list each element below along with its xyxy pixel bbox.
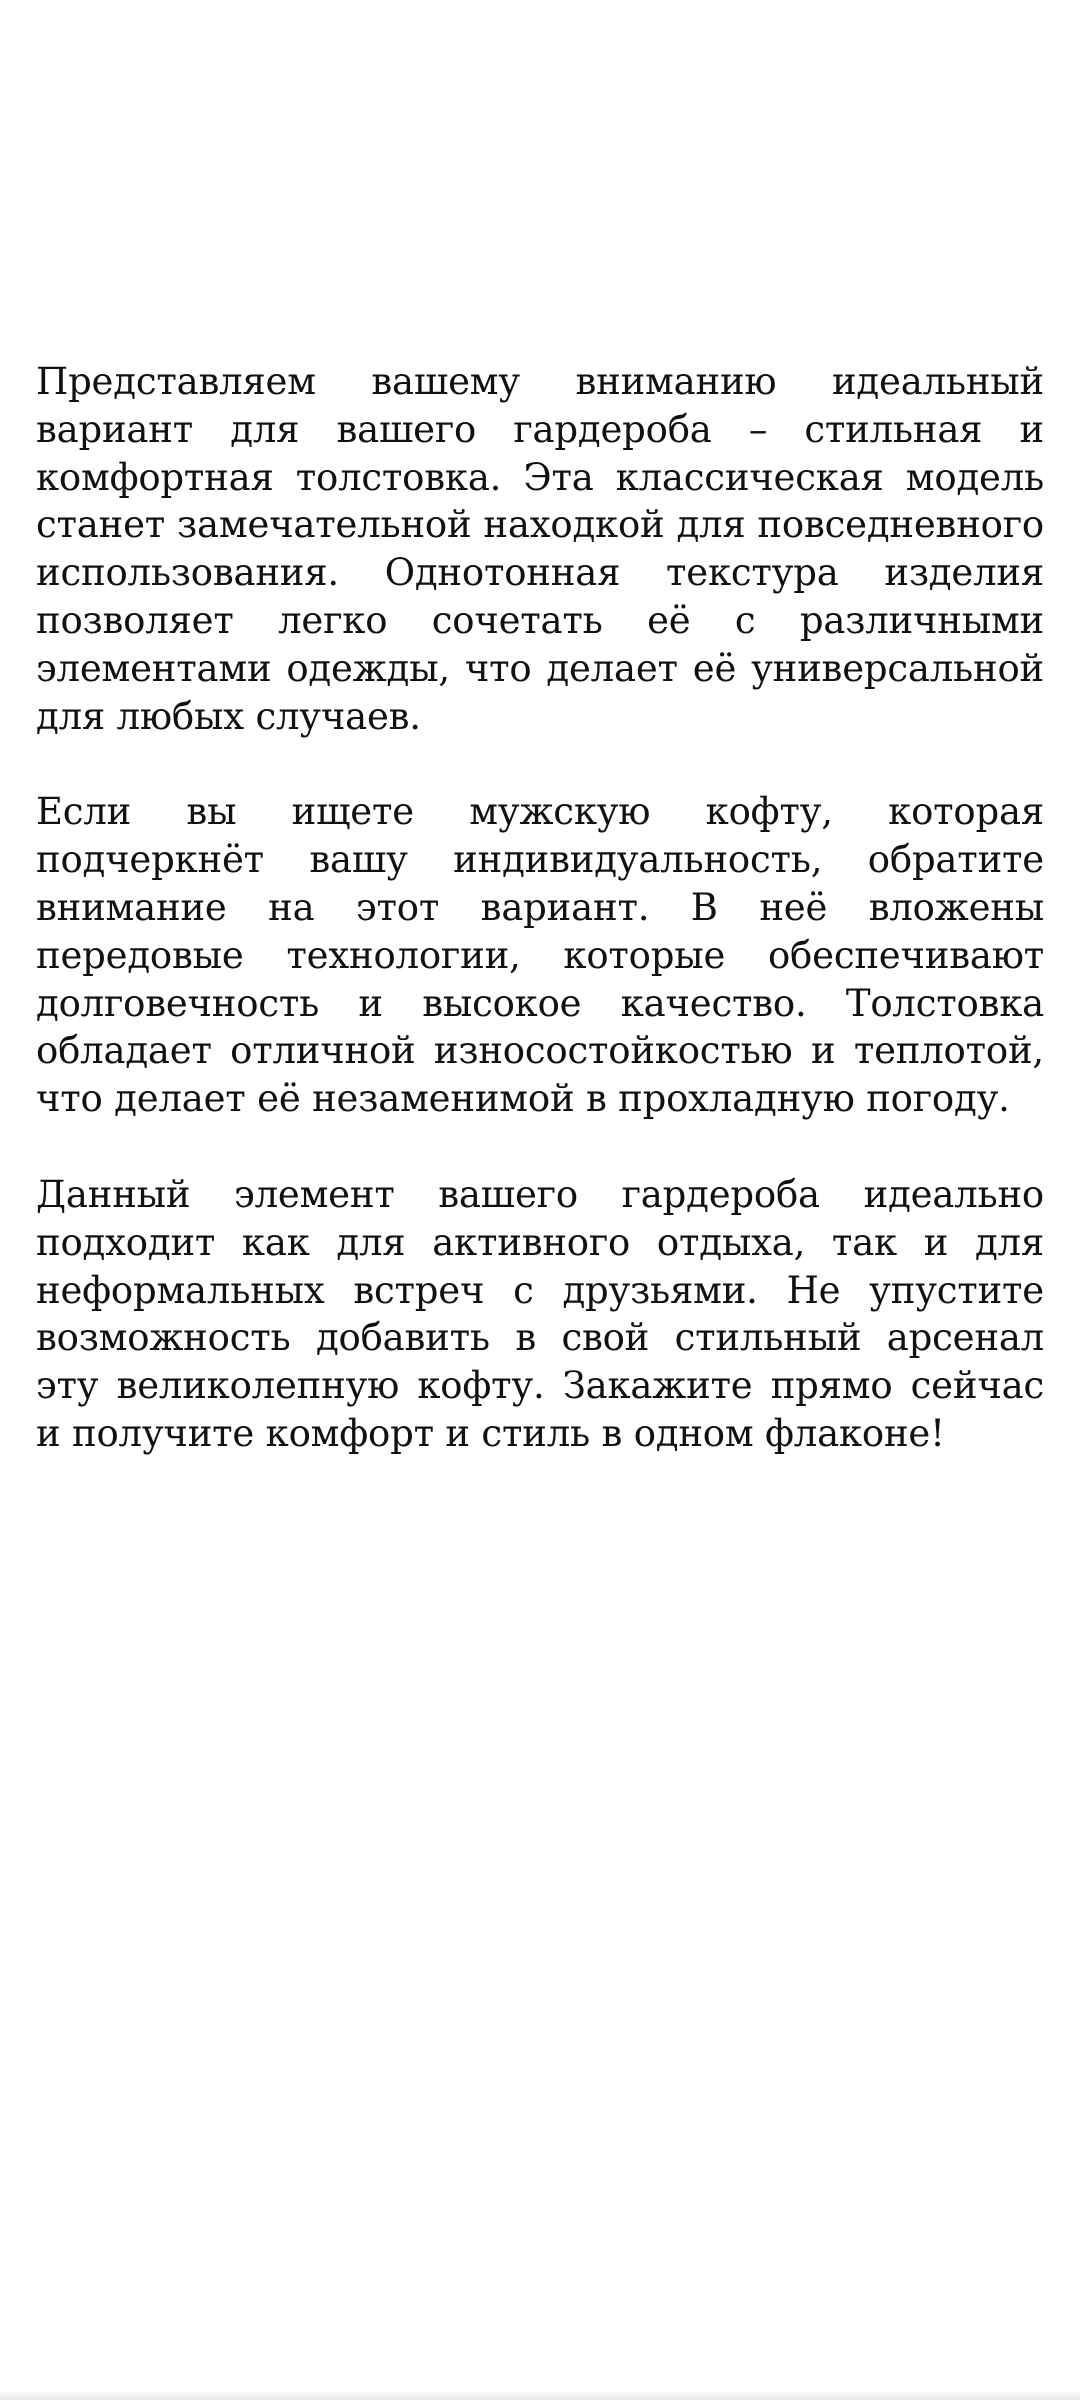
- description-paragraph-2: Если вы ищете мужскую кофту, которая подчеркнёт вашу индивидуальность, обратите внимание на этот вариант. В неё вложены передовые технологии, которые обеспечивают долговечность и высокое качество. Толстовка обладает отличной износостойкостью и теплотой, что делает её незаменимой в прохладную погоду.: [36, 790, 1044, 1121]
- bottom-edge-shadow: [0, 2390, 1080, 2400]
- description-paragraph-3: Данный элемент вашего гардероба идеально подходит как для активного отдыха, так и для неформальных встреч с друзьями. Не упустите возможность добавить в свой стильный арсенал эту великолепную кофту. Закажите прямо сейчас и получите комфорт и стиль в одном флаконе!: [36, 1172, 1044, 1455]
- product-description: [36, 358, 1044, 1506]
- description-paragraph-1: Представляем вашему вниманию идеальный вариант для вашего гардероба – стильная и комфортная толстовка. Эта классическая модель станет замечательной находкой для повседневного использования. Однотонная текстура изделия позволяет легко сочетать её с различными элементами одежды, что делает её универсальной для любых случаев.: [36, 360, 1044, 738]
